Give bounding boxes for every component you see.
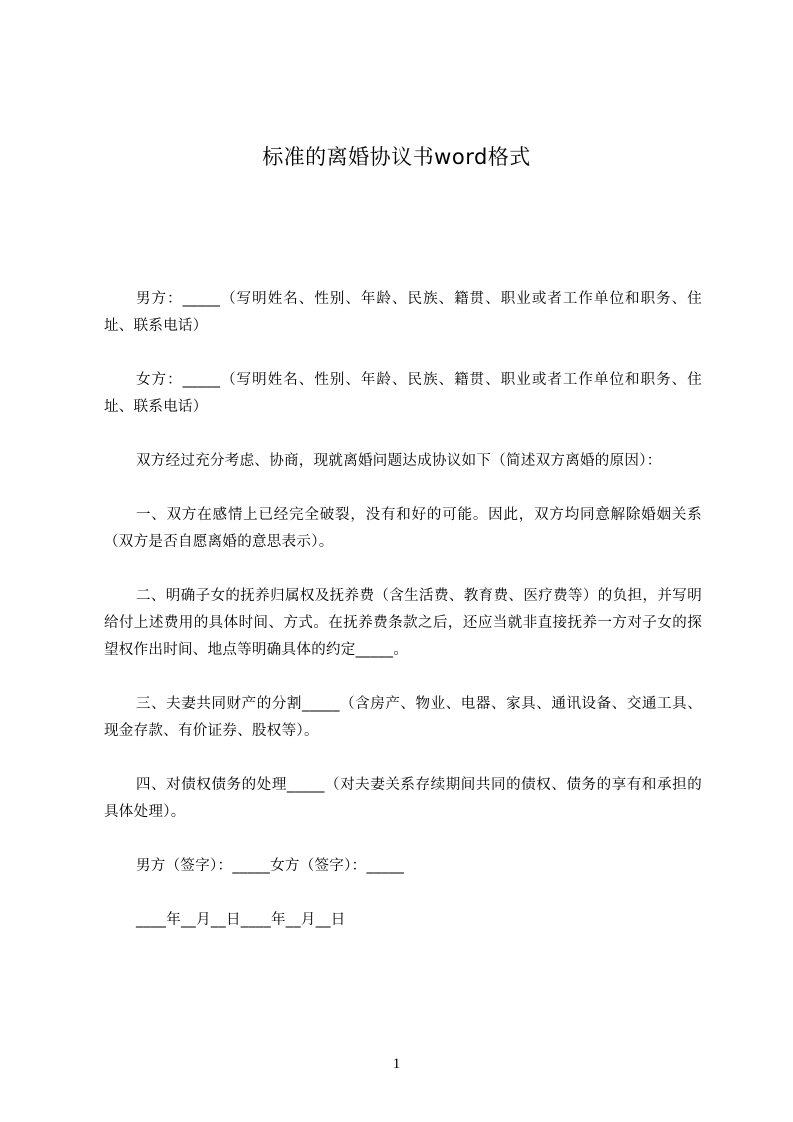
paragraph-agreement-intro: 双方经过充分考虑、协商，现就离婚问题达成协议如下（简述双方离婚的原因）： <box>136 453 662 469</box>
document-title: 标准的离婚协议书word格式 <box>262 145 531 169</box>
page-number: 1 <box>392 1056 401 1072</box>
paragraph-dates: ____年__月__日____年__月__日 <box>136 912 346 928</box>
paragraph-clause-4: 四、对债权债务的处理_____（对夫妻关系存续期间共同的债权、债务的享有和承担的具体处理）。 <box>104 777 702 820</box>
document-body <box>104 286 702 961</box>
paragraph-clause-1: 一、双方在感情上已经完全破裂，没有和好的可能。因此，双方均同意解除婚姻关系（双方是否自愿离婚的意思表示）。 <box>104 507 702 550</box>
paragraph-signatures: 男方（签字）：_____女方（签字）：_____ <box>136 858 405 874</box>
paragraph-clause-2: 二、明确子女的抚养归属权及抚养费（含生活费、教育费、医疗费等）的负担，并写明给付上述费用的具体时间、方式。在抚养费条款之后，还应当就非直接抚养一方对子女的探望权作出时间、地点等明确具体的约定_____。 <box>104 588 702 658</box>
paragraph-female-party: 女方：_____（写明姓名、性别、年龄、民族、籍贯、职业或者工作单位和职务、住址、联系电话） <box>104 372 702 415</box>
paragraph-male-party: 男方：_____（写明姓名、性别、年龄、民族、籍贯、职业或者工作单位和职务、住址、联系电话） <box>104 291 702 334</box>
paragraph-clause-3: 三、夫妻共同财产的分割_____（含房产、物业、电器、家具、通讯设备、交通工具、现金存款、有价证券、股权等）。 <box>104 696 702 739</box>
